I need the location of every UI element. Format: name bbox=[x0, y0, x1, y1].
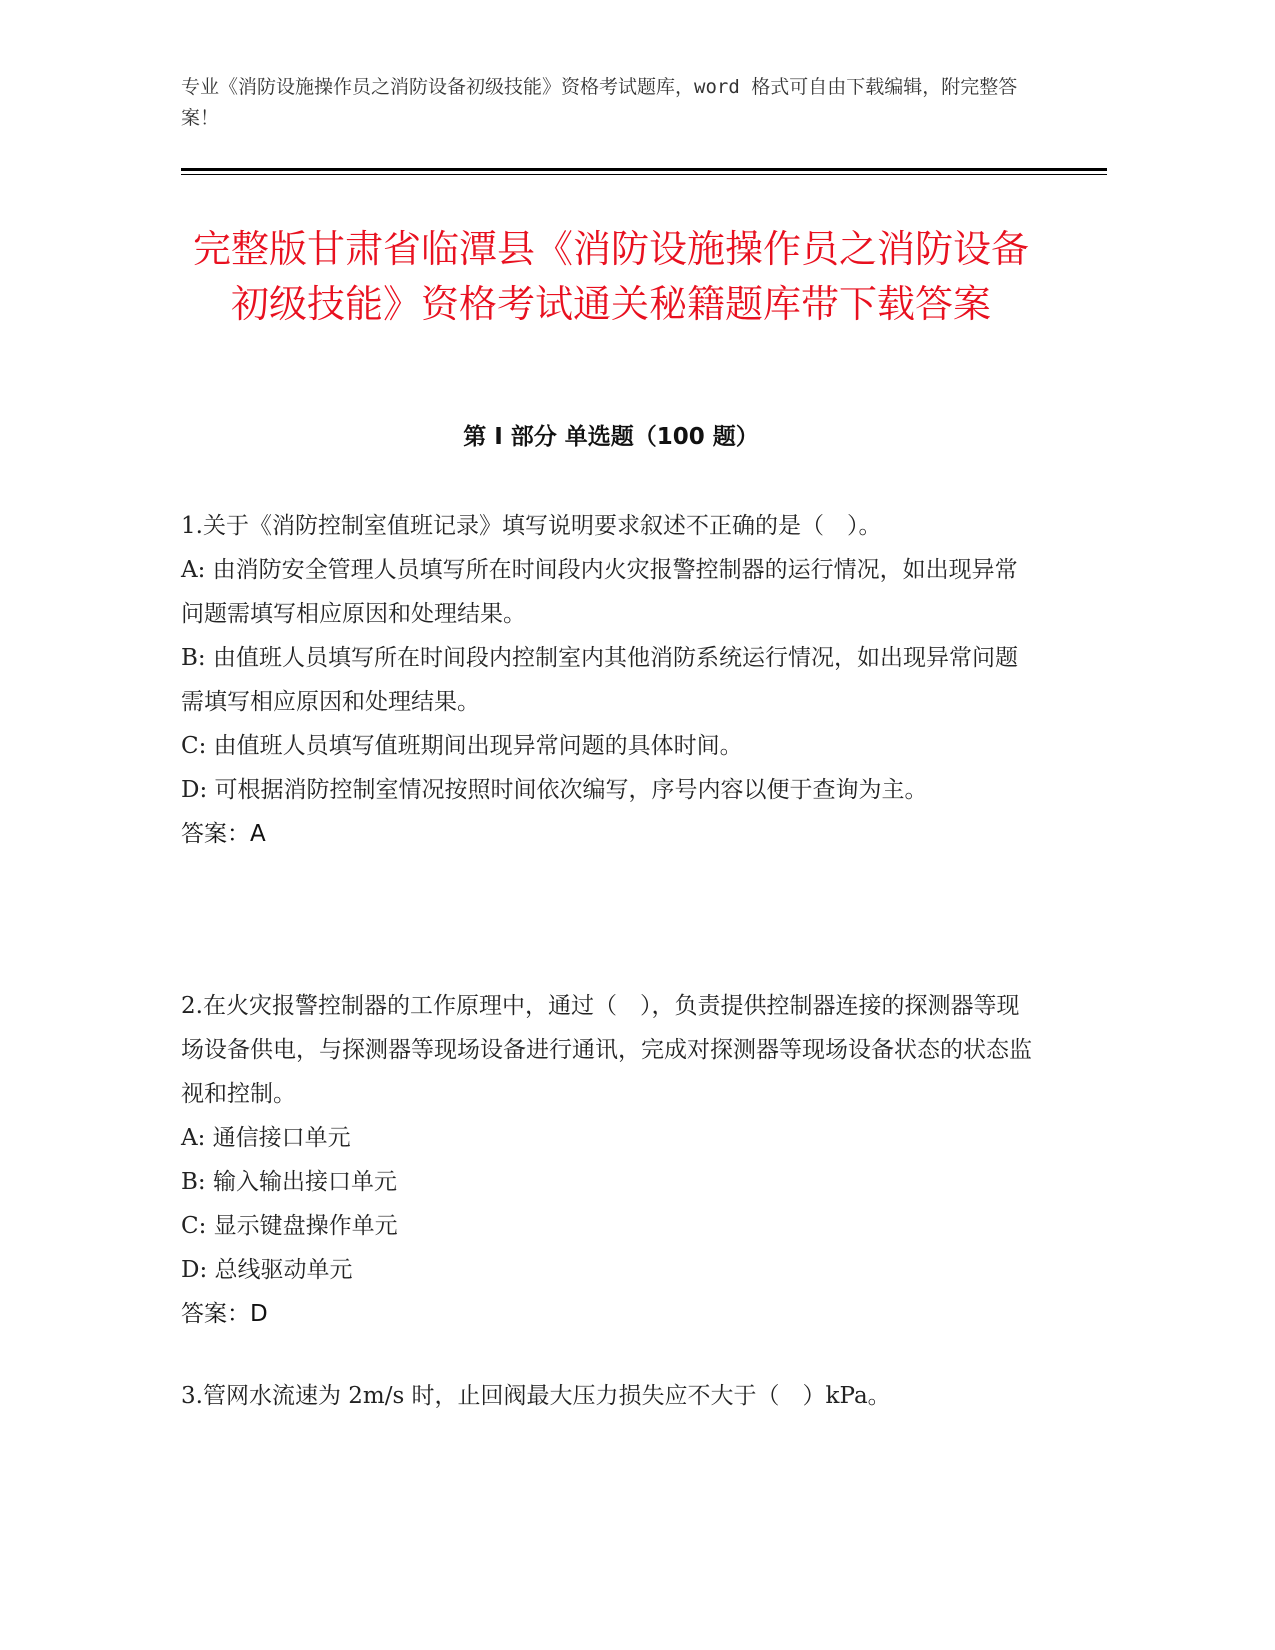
option-a: A: 由消防安全管理人员填写所在时间段内火灾报警控制器的运行情况，如出现异常问题需填写相应原因和处理结果。 bbox=[181, 557, 1018, 627]
question-stem: 1.关于《消防控制室值班记录》填写说明要求叙述不正确的是（ ）。 bbox=[181, 513, 882, 539]
header-note: 专业《消防设施操作员之消防设备初级技能》资格考试题库，word 格式可自由下载编辑，附完整答案！ bbox=[181, 76, 1018, 129]
header-divider-thick bbox=[181, 168, 1107, 171]
option-c: C: 显示键盘操作单元 bbox=[181, 1213, 398, 1239]
answer: 答案：D bbox=[181, 1301, 268, 1327]
header-divider-thin bbox=[181, 174, 1107, 175]
section-title: 第 I 部分 单选题（100 题） bbox=[463, 424, 759, 450]
option-b: B: 由值班人员填写所在时间段内控制室内其他消防系统运行情况，如出现异常问题需填写相应原因和处理结果。 bbox=[181, 645, 1018, 715]
option-d: D: 可根据消防控制室情况按照时间依次编写，序号内容以便于查询为主。 bbox=[181, 777, 928, 803]
option-d: D: 总线驱动单元 bbox=[181, 1257, 353, 1283]
option-b: B: 输入输出接口单元 bbox=[181, 1169, 397, 1195]
question-2 bbox=[181, 984, 1036, 1336]
answer: 答案：A bbox=[181, 821, 266, 847]
option-a: A: 通信接口单元 bbox=[181, 1125, 351, 1151]
question-stem: 3.管网水流速为 2m/s 时，止回阀最大压力损失应不大于（ ）kPa。 bbox=[181, 1383, 891, 1409]
document-title: 完整版甘肃省临潭县《消防设施操作员之消防设备初级技能》资格考试通关秘籍题库带下载答案 bbox=[192, 227, 1029, 326]
question-1 bbox=[181, 504, 1036, 856]
question-stem: 2.在火灾报警控制器的工作原理中，通过（ ），负责提供控制器连接的探测器等现场设备供电，与探测器等现场设备进行通讯，完成对探测器等现场设备状态的状态监视和控制。 bbox=[181, 993, 1032, 1107]
question-3 bbox=[181, 1374, 1036, 1418]
option-c: C: 由值班人员填写值班期间出现异常问题的具体时间。 bbox=[181, 733, 743, 759]
